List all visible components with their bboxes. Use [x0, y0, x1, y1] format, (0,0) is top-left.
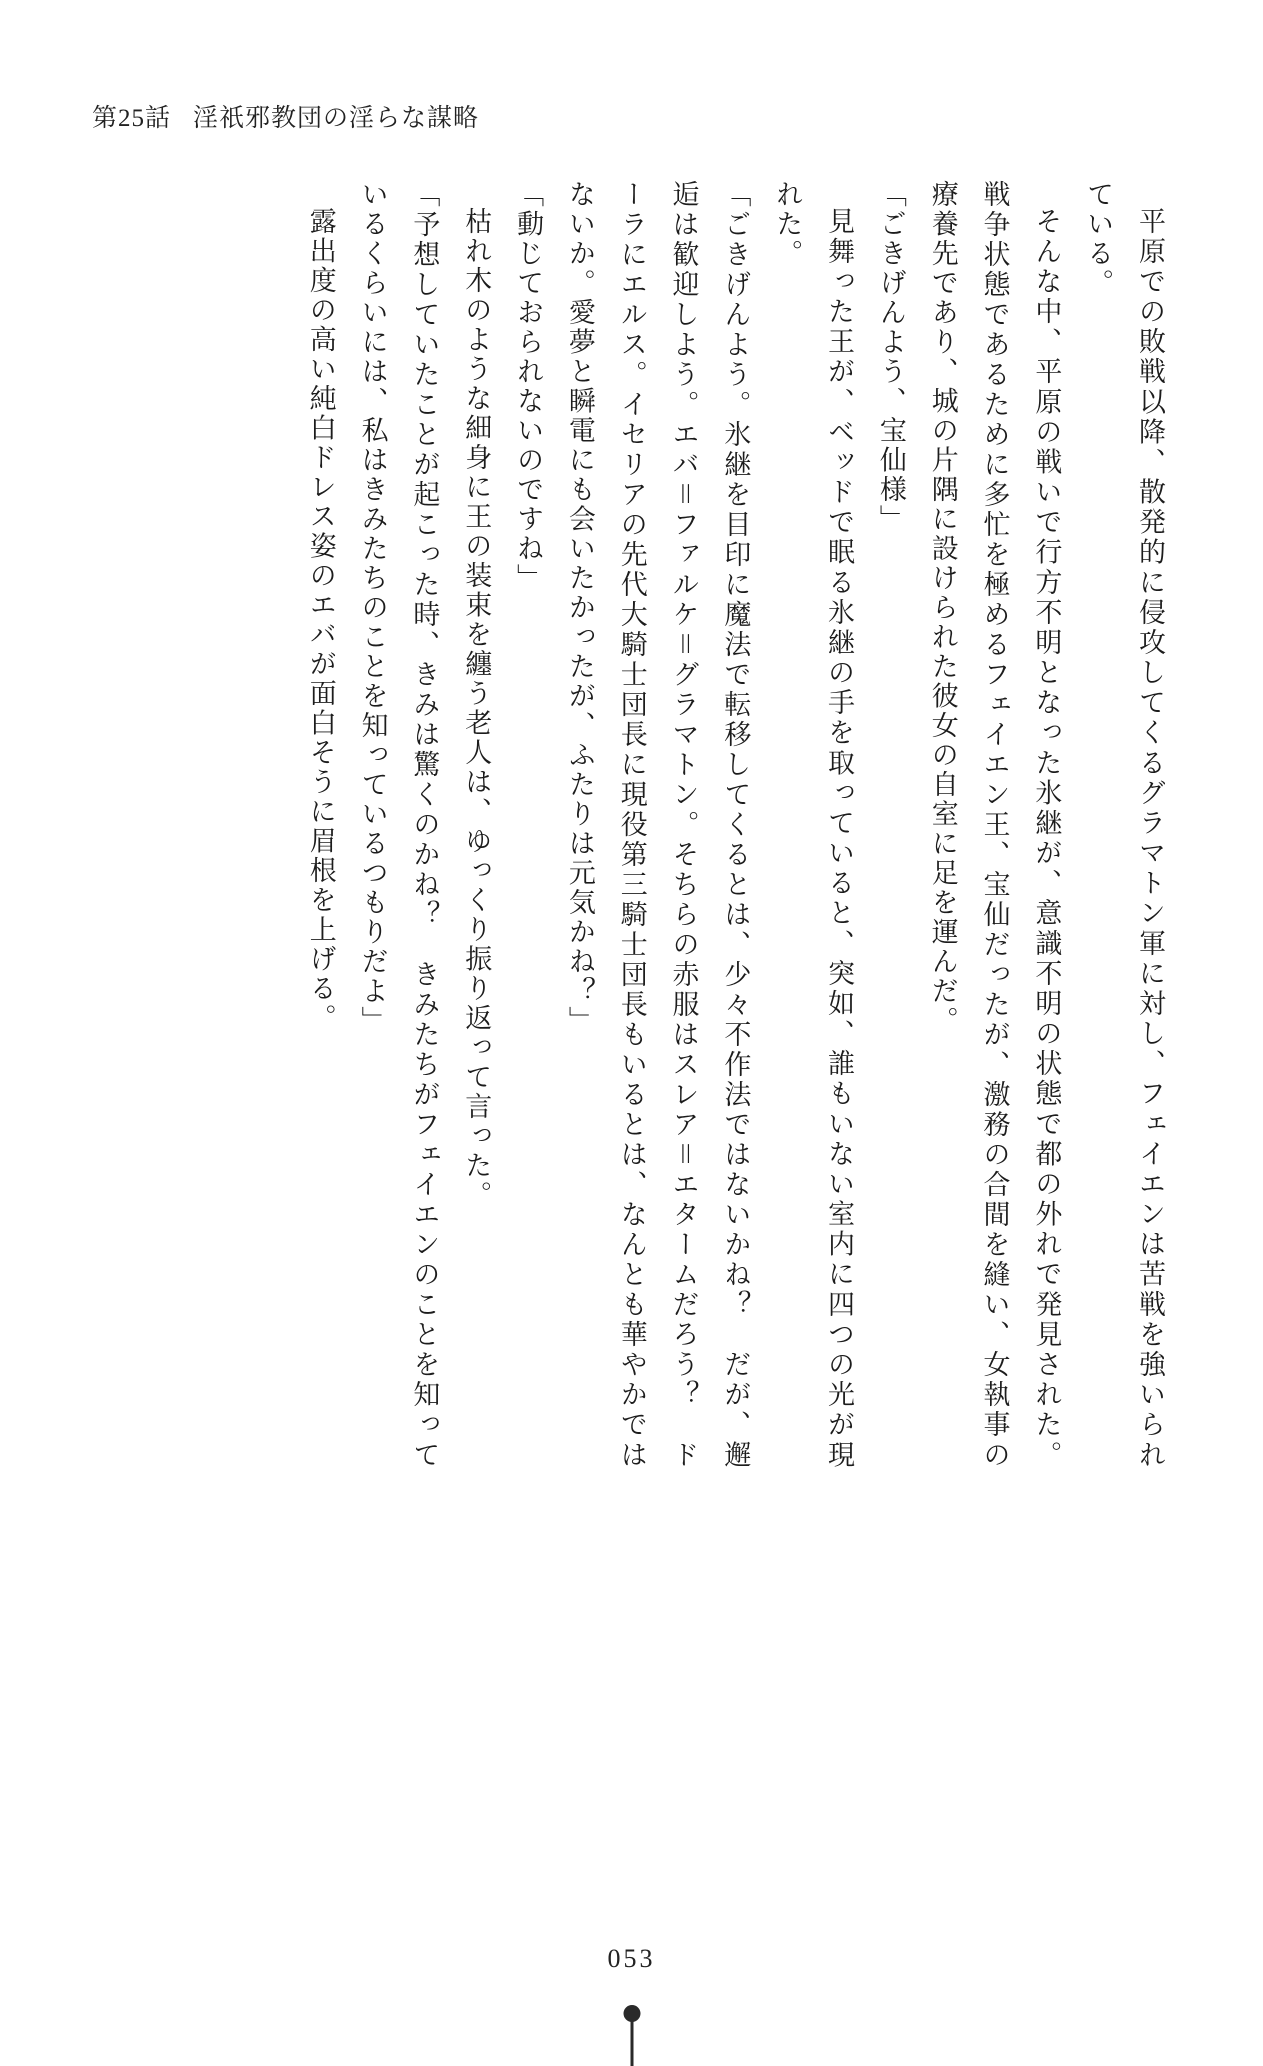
paragraph: 枯れ木のような細身に王の装束を纏う老人は、ゆっくり振り返って言った。	[461, 207, 492, 1210]
paragraph: 「動じておられないのですね」	[513, 180, 544, 593]
paragraph: 露出度の高い純白ドレス姿のエバが面白そうに眉根を上げる。	[305, 207, 336, 1033]
paragraph: 「ごきげんよう。氷継を目印に魔法で転移してくるとは、少々不作法ではないかね？ だが、邂逅は歓迎しよう。エバ＝ファルケ＝グラマトン。そちらの赤服はスレア＝エタームだろう？ ドーラにエルス。イセリアの先代大騎士団長に現役第三騎士団長もいるとは、なんとも華やかではないか。愛夢と瞬電にも会いたかったが、ふたりは元気かね？」	[564, 180, 751, 1470]
body-text	[175, 180, 1175, 1470]
chapter-title: 淫祇邪教団の淫らな謀略	[193, 105, 480, 132]
paragraph: そんな中、平原の戦いで行方不明となった氷継が、意識不明の状態で都の外れで発見された。戦争状態であるために多忙を極めるフェイエン王、宝仙だったが、激務の合間を縫い、女執事の療養先であり、城の片隅に設けられた彼女の自室に足を運んだ。	[927, 180, 1062, 1470]
paragraph: 「ごきげんよう、宝仙様」	[875, 180, 906, 534]
chapter-number: 第25話	[92, 105, 172, 132]
paragraph: 「予想していたことが起こった時、きみは驚くのかね？ きみたちがフェイエンのことを知っているくらいには、私はきみたちのことを知っているつもりだよ」	[357, 180, 440, 1470]
running-head	[92, 98, 479, 134]
paragraph: 見舞った王が、ベッドで眠る氷継の手を取っていると、突如、誰もいない室内に四つの光が現れた。	[772, 180, 855, 1470]
binding-line-mark	[630, 2012, 633, 2066]
page-number: 053	[607, 1944, 656, 1973]
paragraph: 平原での敗戦以降、散発的に侵攻してくるグラマトン軍に対し、フェイエンは苦戦を強いられている。	[1083, 180, 1165, 1470]
